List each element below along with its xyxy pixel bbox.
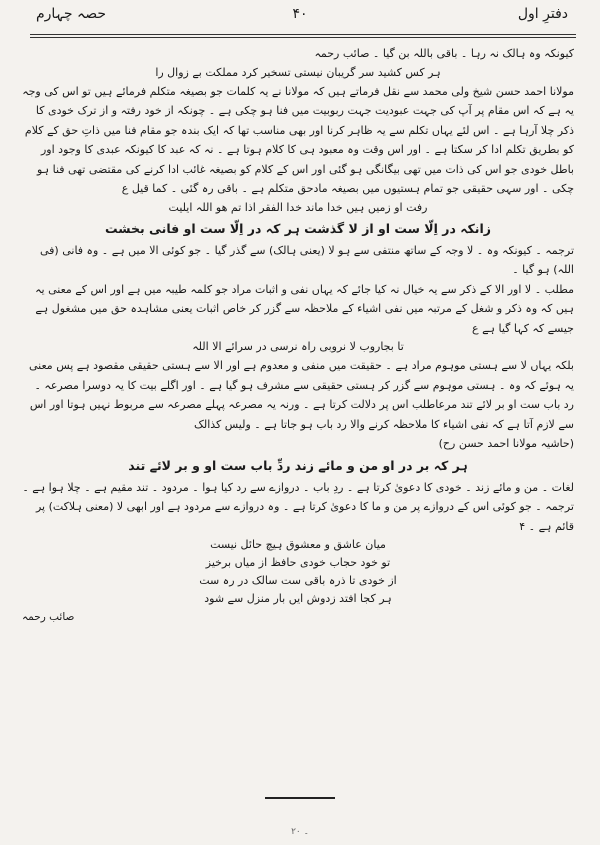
vocabulary: لغات ۔ من و مائے زند ۔ خودی کا دعویٰ کرتا ہے ۔ ردِ باب ۔ دروازے سے رد کیا ہوا ۔ مردود ۔ تند مقیم ہے ۔ چلا ہوا ہے ۔ <box>22 480 574 494</box>
footer-rule <box>265 797 335 799</box>
translation: ترجمہ ۔ جو کوئی اس کے دروازے پر من و ما کا دعویٰ کرتا ہے ۔ وہ دروازے سے مردود ہے اور ابھی لا (معنی ہلاکت) پر قائم ہے ۔ ۴ <box>35 500 574 533</box>
header-rule <box>30 34 576 35</box>
verse-line: رفت او زمیں ہیں خدا ماند خدا الفقر اذا تم ھو اللہ ایلیت <box>168 200 428 214</box>
translation: ترجمہ ۔ کیونکہ وہ ۔ لا وجہ کے ساتھ منتفی سے ہو لا (یعنی ہالک) سے گذر گیا ۔ جو کوئی الا میں ہے ۔ وہ فانی (فی اللہ) ہو گیا ۔ <box>40 243 574 276</box>
verse-line: تا بجاروب لا نروبی راہ نرسی در سرائے الا اللہ <box>192 340 404 353</box>
verse-line: ہر کس کشید سر گریبان نیستی تسخیر کرد مملکت بے زوال را <box>155 65 441 79</box>
verse-heading: ہر کہ بر در او من و مائے زند ردِّ باب ست او و بر لائے تند <box>128 457 468 473</box>
citation: (حاشیہ مولانا احمد حسن رح) <box>438 437 574 450</box>
paragraph: مولانا احمد حسن شیخ ولی محمد سے نقل فرماتے ہیں کہ مولانا نے یہ کلمات جو بصیغہ متکلم فرمائے ہیں تو اس کی وجہ یہ ہے کہ اس مقام پر آپ کی جہت عبودیت جہت ربوبیت میں فنا ہو چکی ہے ۔ چونکہ از خود رفتہ و از ترک خودی کا ذکر چلا آرہا ہے ۔ اس لئے یہاں تکلم سے یہ ظاہر کرنا اور بھی مناسب تھا کہ ایک بندہ جو مقام فنا میں ذاتِ حق کے کلام کو بطریق تکلم ادا کر سکتا ہے ۔ اور اس وقت وہ معبود ہی کا کلام ہوتا ہے ۔ نہ کہ عبد کا کیونکہ عبدی کا وجود اور باطل خودی جو اس کی ذات میں تھی بیگانگی ہو گئی اور اس کے کلام کو بصیغہ غائب ادا کرنے کی مقتضی تھی فنا ہو چکی ۔ اور سہی حقیقی جو تمام ہستیوں میں بصیغہ مادحق متکلم ہے ۔ باقی رہ گئی ۔ کما قیل ع <box>22 84 574 195</box>
text-line: کیونکہ وہ ہالک نہ رہا ۔ باقی باللہ بن گیا ۔ صائب رحمہ <box>314 47 574 60</box>
verse-line: از خودی تا ذرہ باقی ست سالک در رہ ست <box>199 574 397 587</box>
footer-mark: ۔ ۲۰ <box>291 827 309 837</box>
attribution: صائب رحمہ <box>22 611 75 623</box>
page-header <box>18 6 582 32</box>
verse-heading: زانکہ در اِلّا ست او از لا گذشت ہر کہ در اِلّا ست او فانی بخشت <box>105 220 491 236</box>
paragraph: بلکہ یہاں لا سے ہستی موہوم مراد ہے ۔ حقیقت میں منفی و معدوم ہے اور الا سے ہستی حقیقی مقصود ہے پس معنی یہ ہوئے کہ وہ ۔ ہستی موہوم سے گزر کر ہستی حقیقی سے مشرف ہو گیا ہے ۔ اور اگلے بیت کا یہ دوسرا مصرعہ ۔ <box>29 359 574 392</box>
verse-line: ہر کجا افتد زدوش ایں بار منزل سے شود <box>204 592 392 605</box>
header-rule-2 <box>30 37 576 38</box>
header-volume-label: دفترِ اول <box>517 6 568 22</box>
explanation: مطلب ۔ لا اور الا کے ذکر سے یہ خیال نہ کیا جائے کہ یہاں نفی و اثبات مراد جو کلمہ طیبہ میں ہے اور اس کے معنی یہ ہیں کہ وہ ذکر و شغل کے مرتبہ میں نفی اشیاء کے ملاحظہ سے گزر کر خاص اثبات یعنی مشاہدہ حق میں مشغول ہے جیسے کہ کہا گیا ہے ع <box>35 282 574 335</box>
paragraph: رد باب ست او بر لائے تند مرعاطلب اس پر دلالت کرتا ہے ۔ ورنہ یہ مصرعہ پہلے مصرعہ سے مربوط نہیں ہوتا اور اس سے لازم آتا ہے کہ نفی اشیاء کا ملاحظہ کرنے والا رد باب ہو جاتا ہے ۔ ولیس کذالک <box>29 398 574 431</box>
verse-line: تو خود حجاب خودی حافظ از میاں برخیز <box>205 556 391 569</box>
verse-line: میان عاشق و معشوق ہیچ حائل نیست <box>210 538 386 551</box>
text-block <box>22 44 574 628</box>
header-section-label: حصہ چہارم <box>36 6 106 22</box>
page-number: ۴۰ <box>292 6 308 22</box>
